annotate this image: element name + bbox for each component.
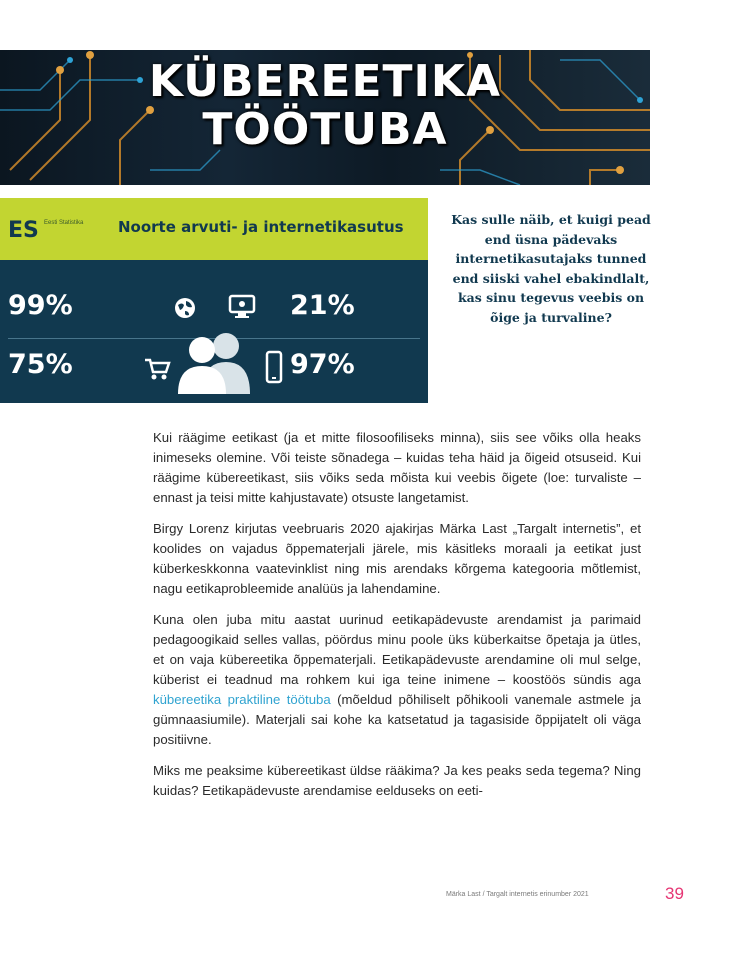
header-banner xyxy=(0,50,650,185)
infographic-title: Noorte arvuti- ja internetikasutus xyxy=(118,218,404,236)
paragraph-3-text-before: Kuna olen juba mitu aastat uurinud eetikapädevuste arendamist ja parimaid pedagoogikaid selles vallas, pöördus minu poole üks küberkaitse õpetaja ja ütles, et on vaja kübereetika õppematerjali. Eetikapädevuste arendamine oli mul selge, küberist ei teadnud ma rohkem kui iga teine inimene – koostöös sündis aga xyxy=(153,612,641,687)
shopping-cart-icon xyxy=(143,356,171,382)
stat-value-3: 75% xyxy=(8,349,73,380)
banner-title-line-2: TÖÖTUBA xyxy=(202,104,448,155)
paragraph-2: Birgy Lorenz kirjutas veebruaris 2020 ajakirjas Märka Last „Targalt internetis”, et koolides on vajadus õppematerjali järele, mis käsitleks moraali ja eetikat just küberkeskkonna vaatevinklist ning mis arendaks kõrgema kategooria mõtlemist, nagu eetikaprobleemide analüüs ja lahendamine. xyxy=(153,521,641,596)
statistics-logo-text: Eesti Statistika xyxy=(44,220,84,226)
footer-publication: Märka Last / Targalt internetis erinumber 2021 xyxy=(446,891,589,898)
banner-title-line-1: KÜBEREETIKA xyxy=(148,56,502,107)
monitor-icon xyxy=(228,294,256,320)
users-icon xyxy=(172,328,256,394)
paragraph-3-text-after: (mõeldud põhiliselt põhikooli vanemale astmele ja gümnaasiumile). Materjali sai kohe ka katsetatud ja tagasiside õppijatelt oli väga positiivne. xyxy=(153,692,642,747)
workshop-link[interactable]: kübereetika praktiline töötuba xyxy=(153,692,331,707)
pull-question: Kas sulle näib, et kuigi pead end üsna pädevaks internetikasutajaks tunned end siiski vahel ebakindlalt, kas sinu tegevus veebis on õige ja turvaline? xyxy=(451,212,651,325)
stat-value-4: 97% xyxy=(290,349,355,380)
paragraph-4: Miks me peaksime kübereetikast üldse rääkima? Ja kes peaks seda tegema? Ning kuidas? Eetikapädevuste arendamise eelduseks on eeti- xyxy=(153,763,641,798)
smartphone-icon xyxy=(264,350,284,384)
page-number: 39 xyxy=(665,884,684,903)
article-body xyxy=(153,428,641,812)
paragraph-1: Kui räägime eetikast (ja et mitte filosoofiliseks minna), siis see võiks olla heaks inimeseks olemine. Või teiste sõnadega – kuidas teha häid ja õigeid otsuseid. Kui räägime kübereetikast, siis võiks seda mõista kui veebis õigete (loe: turvaliste – ennast ja teisi mitte kahjustavate) otsuste langetamist. xyxy=(153,430,641,505)
infographic-header xyxy=(0,198,428,260)
infographic xyxy=(0,198,428,403)
stat-value-1: 99% xyxy=(8,290,73,321)
paragraph-3 xyxy=(153,610,641,750)
stat-value-2: 21% xyxy=(290,290,355,321)
globe-icon xyxy=(173,296,197,320)
statistics-logo: ES xyxy=(8,218,39,243)
